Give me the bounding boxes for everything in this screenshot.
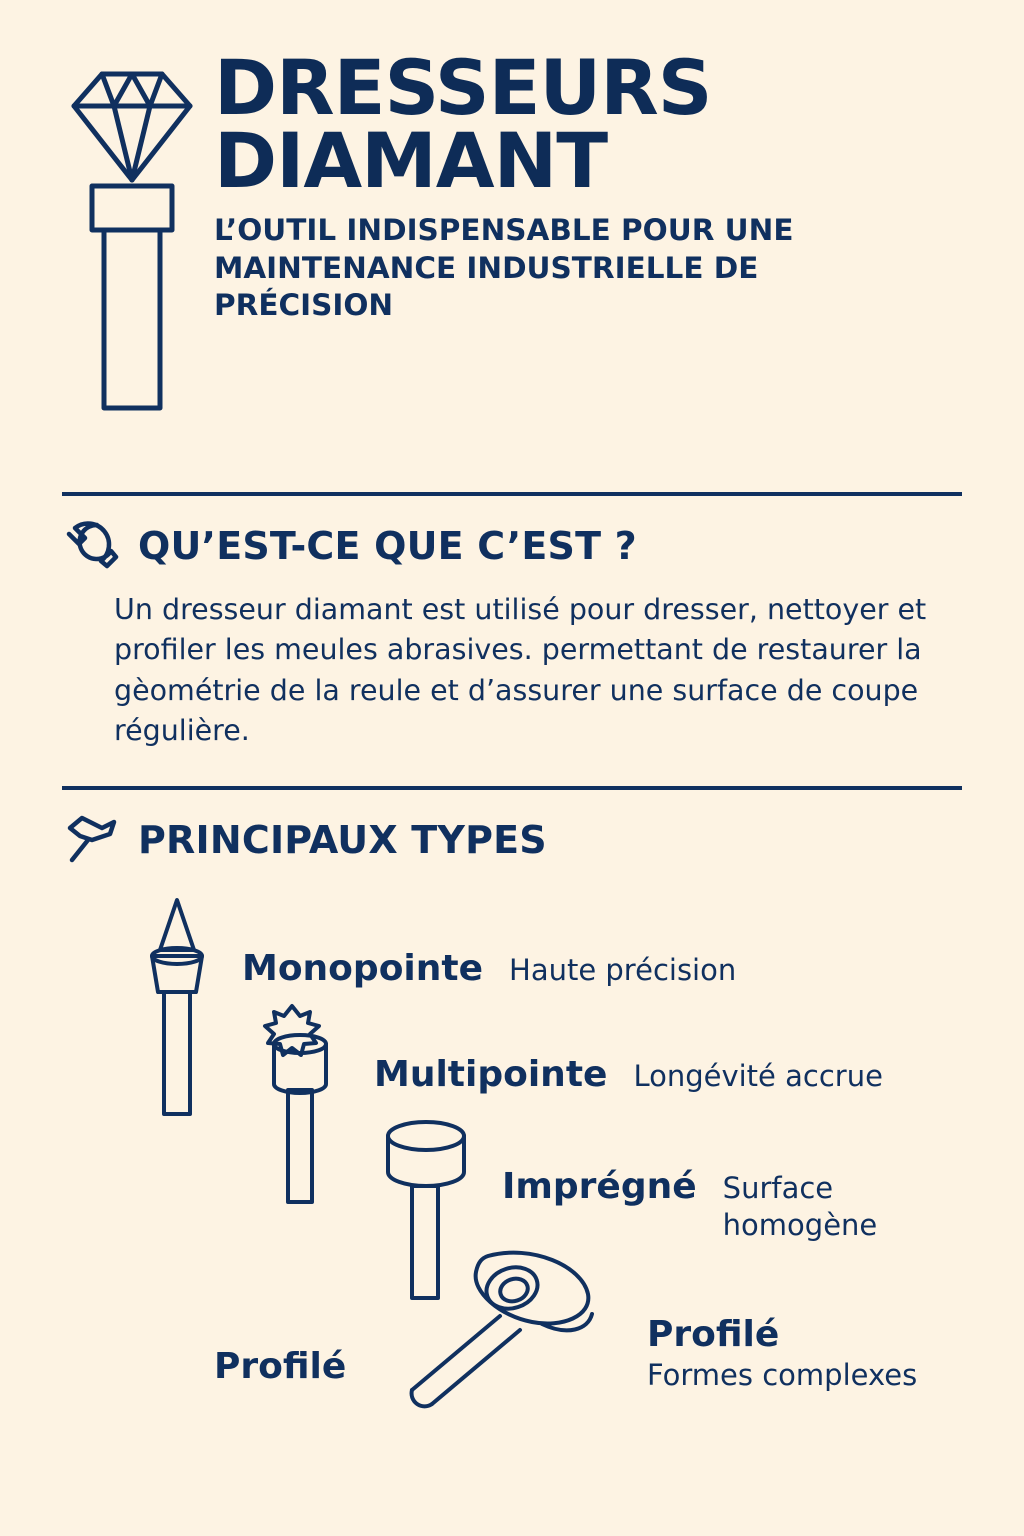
page-title-line-1: DRESSEURS — [214, 43, 712, 132]
type-label-profile-left — [214, 1346, 346, 1387]
wrench-icon — [62, 520, 120, 572]
type-item-impregne — [502, 1166, 923, 1244]
section-types-title: PRINCIPAUX TYPES — [138, 817, 547, 862]
types-list — [62, 876, 962, 1486]
profile-dresser-icon — [392, 1244, 622, 1418]
hammer-icon — [62, 814, 120, 866]
page-title-line-2: DIAMANT — [214, 115, 608, 205]
divider-2 — [62, 786, 962, 790]
type-desc-monopointe: Haute précision — [509, 952, 737, 987]
diamond-dresser-icon — [62, 58, 202, 442]
page-title — [214, 43, 962, 205]
type-name-multipointe: Multipointe — [374, 1053, 608, 1095]
type-desc-profile: Formes complexes — [647, 1357, 918, 1392]
type-name-impregne: Imprégné — [502, 1165, 697, 1207]
section-what-header — [62, 520, 962, 572]
multi-point-dresser-icon — [252, 1000, 352, 1214]
single-point-dresser-icon — [122, 894, 232, 1128]
divider-1 — [62, 492, 962, 496]
section-what-body: Un dresseur diamant est utilisé pour dresser, nettoyer et profiler les meules abrasives. permettant de restaurer la gèométrie de la reule et d’assurer une surface de coupe régulière. — [114, 593, 927, 748]
header-text — [202, 43, 962, 325]
header — [62, 0, 962, 442]
type-item-multipointe — [374, 1054, 883, 1095]
type-name-profile-left: Profilé — [214, 1345, 347, 1387]
type-name-monopointe: Monopointe — [242, 947, 484, 989]
type-item-monopointe — [242, 948, 736, 989]
page-subtitle: L’OUTIL INDISPENSABLE POUR UNE MAINTENANCE INDUSTRIELLE DE PRÉCISION — [214, 212, 794, 323]
type-item-profile — [647, 1314, 917, 1394]
section-what-title: QU’EST-CE QUE C’EST ? — [138, 524, 637, 568]
type-name-profile: Profilé — [647, 1313, 780, 1355]
type-desc-multipointe: Longévité accrue — [633, 1058, 883, 1093]
type-desc-impregne: Surface homogène — [722, 1170, 878, 1242]
section-types-header — [62, 814, 962, 866]
